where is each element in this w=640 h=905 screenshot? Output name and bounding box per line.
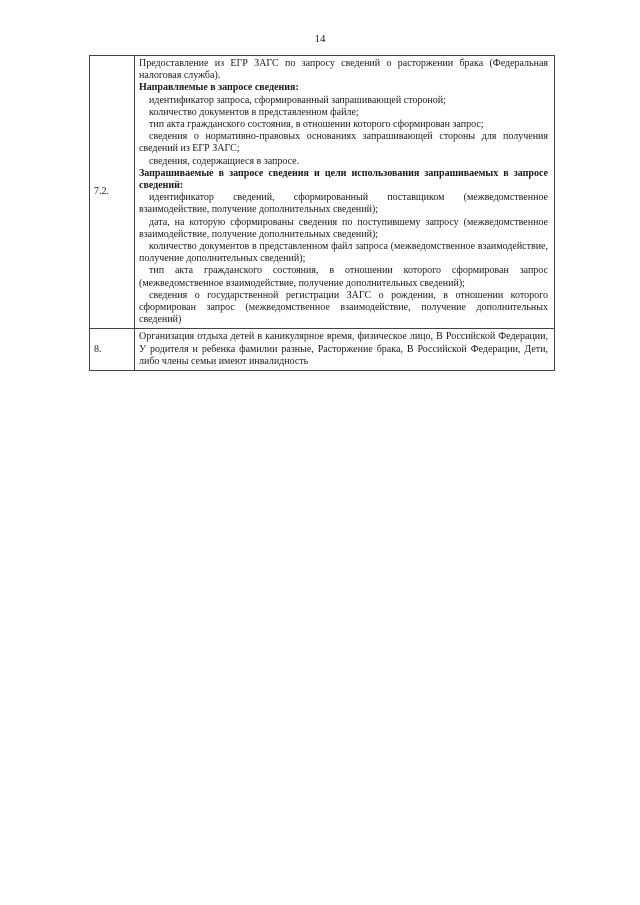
list-item: количество документов в представленном файле; [149,106,359,118]
row-number: 8. [90,329,135,371]
page-number: 14 [314,33,326,45]
list-item: тип акта гражданского состояния, в отношении которого сформирован запрос; [149,119,484,131]
life-situations-text: Организация отдыха детей в каникулярное время, физическое лицо, В Российской Федерации, У родителя и ребенка фамилии разные, Расторжение брака, В Российской Федерации, Дети, либо члены семьи имеют инвалидность [139,331,548,367]
list-item: тип акта гражданского состояния, в отношении которого сформирован запрос (межведомственное взаимодействие, получение дополнительных сведений); [139,265,548,289]
services-table [89,55,555,371]
table-row [90,56,555,329]
row-content [135,329,555,371]
sent-data-heading: Направляемые в запросе сведения: [139,82,299,94]
list-item: сведения о государственной регистрации ЗАГС о рождении, в отношении которого сформирован запрос (межведомственное взаимодействие, получение дополнительных сведений) [139,289,548,326]
row-number: 7.2. [90,56,135,329]
list-item: идентификатор запроса, сформированный запрашивающей стороной; [149,94,446,106]
row-content [135,56,555,329]
list-item: сведения, содержащиеся в запросе. [149,155,300,167]
list-item: идентификатор сведений, сформированный поставщиком (межведомственное взаимодействие, получение дополнительных сведений); [139,192,548,216]
requested-data-heading: Запрашиваемые в запросе сведения и цели использования запрашиваемых в запросе сведений: [139,167,548,192]
table-row [90,329,555,371]
list-item: количество документов в представленном файл запроса (межведомственное взаимодействие, получение дополнительных сведений); [139,241,548,265]
list-item: дата, на которую сформированы сведения по поступившему запросу (межведомственное взаимодействие, получение дополнительных сведений); [139,216,548,240]
list-item: сведения о нормативно-правовых основаниях запрашивающей стороны для получения сведений из ЕГР ЗАГС; [139,131,548,155]
service-description: Предоставление из ЕГР ЗАГС по запросу сведений о расторжении брака (Федеральная налоговая служба). [139,58,548,82]
